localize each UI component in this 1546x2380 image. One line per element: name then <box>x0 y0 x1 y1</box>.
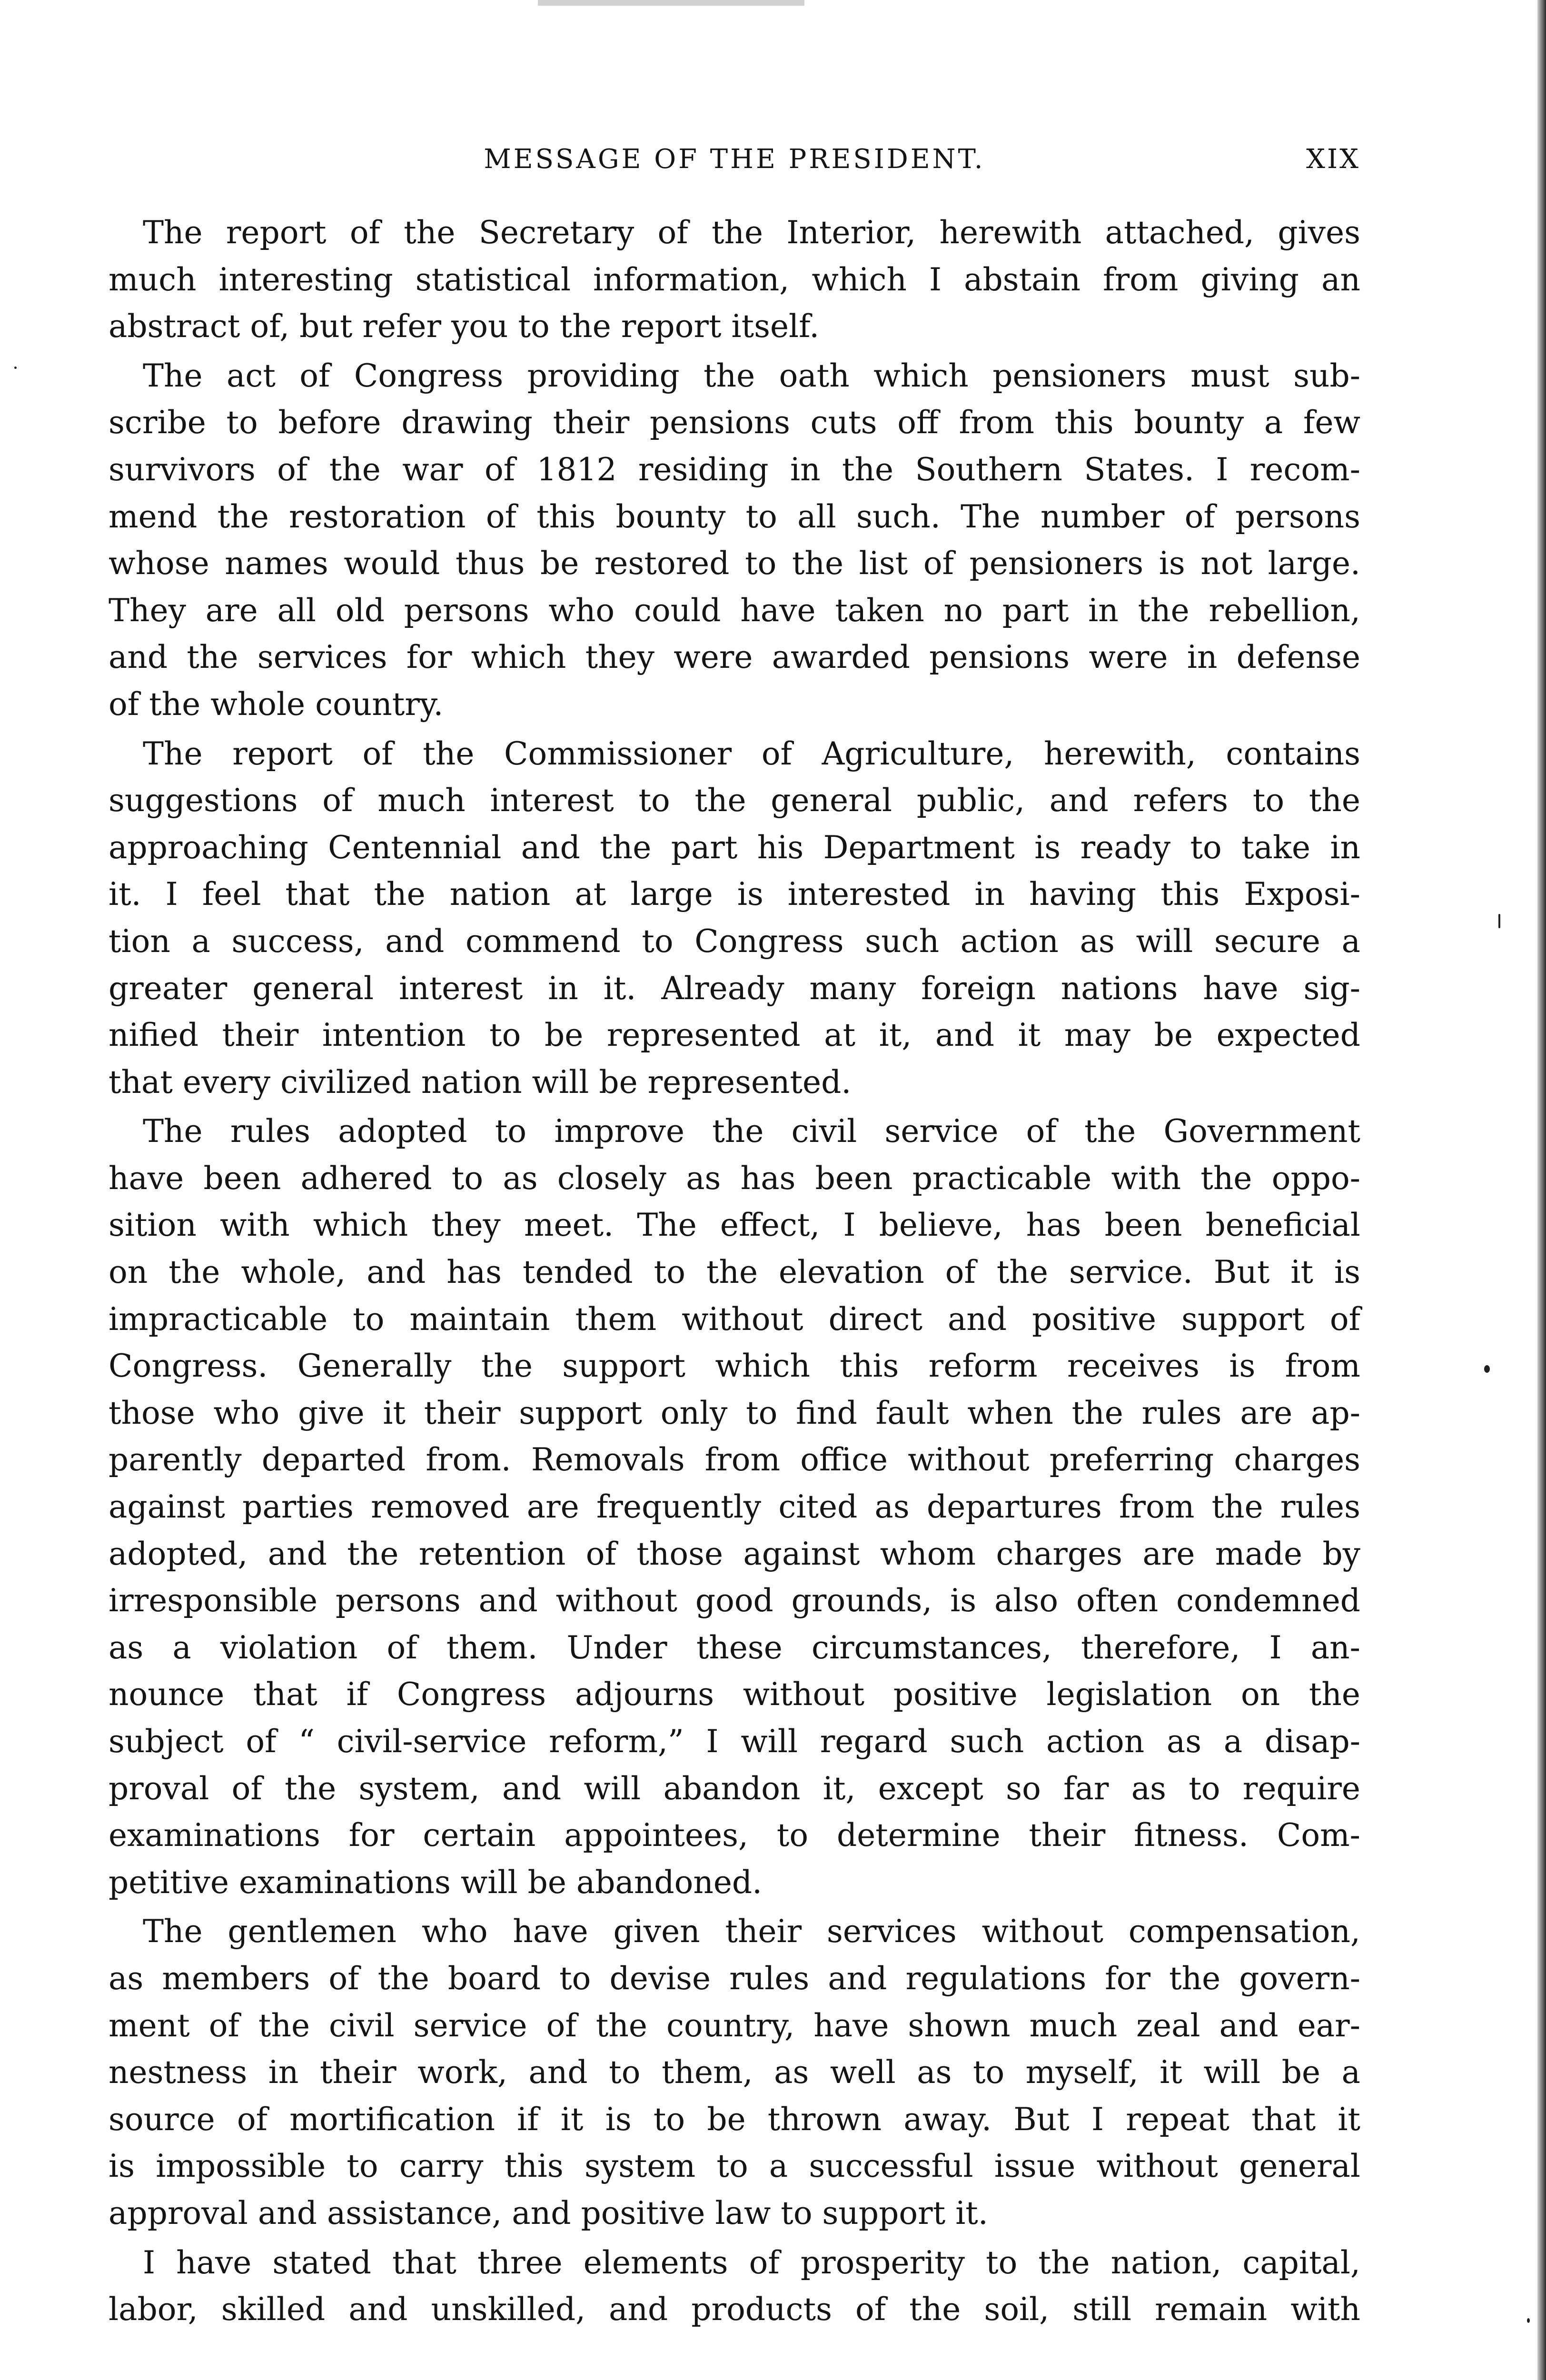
text-line: subject of “ civil-service reform,” I will regard such action as a disap- <box>109 1723 1360 1760</box>
text-line: The report of the Commissioner of Agriculture, herewith, contains <box>143 735 1360 772</box>
text-line: on the whole, and has tended to the elevation of the service. But it is <box>109 1254 1360 1291</box>
text-line: survivors of the war of 1812 residing in the Southern States. I recom- <box>109 451 1360 488</box>
text-line: The gentlemen who have given their services without compensation, <box>143 1913 1360 1950</box>
text-line: Congress. Generally the support which this reform receives is from <box>109 1348 1360 1385</box>
paragraph <box>109 1908 1360 2237</box>
text-line: and the services for which they were awarded pensions were in defense <box>109 639 1360 676</box>
text-line: it. I feel that the nation at large is interested in having this Exposi- <box>109 876 1360 913</box>
text-line: is impossible to carry this system to a successful issue without general <box>109 2148 1360 2185</box>
text-line: impracticable to maintain them without direct and positive support of <box>109 1300 1360 1338</box>
text-line: proval of the system, and will abandon it, except so far as to require <box>109 1770 1360 1807</box>
page-edge-shadow <box>1537 0 1546 2380</box>
paragraph <box>109 209 1360 350</box>
text-line: source of mortification if it is to be thrown away. But I repeat that it <box>109 2101 1360 2138</box>
scan-smudge <box>538 0 804 6</box>
text-line: greater general interest in it. Already many foreign nations have sig- <box>109 970 1360 1007</box>
text-line: much interesting statistical information, which I abstain from giving an <box>109 261 1360 298</box>
text-line: as a violation of them. Under these circumstances, therefore, I an- <box>109 1629 1360 1666</box>
text-line: scribe to before drawing their pensions cuts off from this bounty a few <box>109 404 1360 441</box>
page-number: XIX <box>1306 144 1360 175</box>
text-line: nestness in their work, and to them, as well as to myself, it will be a <box>109 2054 1360 2091</box>
paragraph <box>109 1108 1360 1906</box>
text-line: The rules adopted to improve the civil service of the Government <box>143 1113 1360 1150</box>
text-line: nified their intention to be represented at it, and it may be expected <box>109 1017 1360 1054</box>
text-line: that every civilized nation will be represented. <box>109 1063 852 1101</box>
body-text <box>109 209 1360 2333</box>
paragraph <box>109 731 1360 1106</box>
text-line: ment of the civil service of the country, have shown much zeal and ear- <box>109 2007 1360 2044</box>
text-line: tion a success, and commend to Congress such action as will secure a <box>109 922 1360 960</box>
text-line: mend the restoration of this bounty to all such. The number of persons <box>109 498 1360 535</box>
text-line: approval and assistance, and positive law to support it. <box>109 2194 988 2231</box>
scan-speck <box>1498 914 1500 928</box>
running-title: MESSAGE OF THE PRESIDENT. <box>484 144 985 175</box>
text-line: sition with which they meet. The effect, I believe, has been beneficial <box>109 1207 1360 1244</box>
paragraph <box>109 2240 1360 2333</box>
text-line: The act of Congress providing the oath which pensioners must sub- <box>143 357 1360 394</box>
text-line: They are all old persons who could have taken no part in the rebellion, <box>109 592 1360 629</box>
text-line: against parties removed are frequently cited as departures from the rules <box>109 1488 1360 1526</box>
text-line: as members of the board to devise rules and regulations for the govern- <box>109 1960 1360 1997</box>
text-line: whose names would thus be restored to the list of pensioners is not large. <box>109 545 1360 582</box>
scan-speck <box>1527 2318 1530 2323</box>
running-head <box>109 138 1360 181</box>
text-line: those who give it their support only to find fault when the rules are ap- <box>109 1394 1360 1431</box>
paragraph <box>109 353 1360 728</box>
text-line: I have stated that three elements of prosperity to the nation, capital, <box>143 2244 1360 2281</box>
text-line: suggestions of much interest to the general public, and refers to the <box>109 782 1360 819</box>
text-line: parently departed from. Removals from office without preferring charges <box>109 1441 1360 1478</box>
text-line: The report of the Secretary of the Interior, herewith attached, gives <box>143 214 1360 251</box>
text-line: petitive examinations will be abandoned. <box>109 1864 763 1901</box>
text-line: have been adhered to as closely as has been practicable with the oppo- <box>109 1160 1360 1197</box>
scan-speck <box>14 367 17 369</box>
text-line: adopted, and the retention of those against whom charges are made by <box>109 1535 1360 1572</box>
text-line: irresponsible persons and without good grounds, is also often condemned <box>109 1582 1360 1619</box>
text-line: labor, skilled and unskilled, and products of the soil, still remain with <box>109 2291 1360 2328</box>
text-line: of the whole country. <box>109 685 444 723</box>
text-line: approaching Centennial and the part his Department is ready to take in <box>109 829 1360 866</box>
text-line: examinations for certain appointees, to determine their fitness. Com- <box>109 1817 1360 1854</box>
text-line: nounce that if Congress adjourns without positive legislation on the <box>109 1676 1360 1713</box>
scan-speck <box>1484 1365 1490 1373</box>
text-line: abstract of, but refer you to the report itself. <box>109 308 820 345</box>
